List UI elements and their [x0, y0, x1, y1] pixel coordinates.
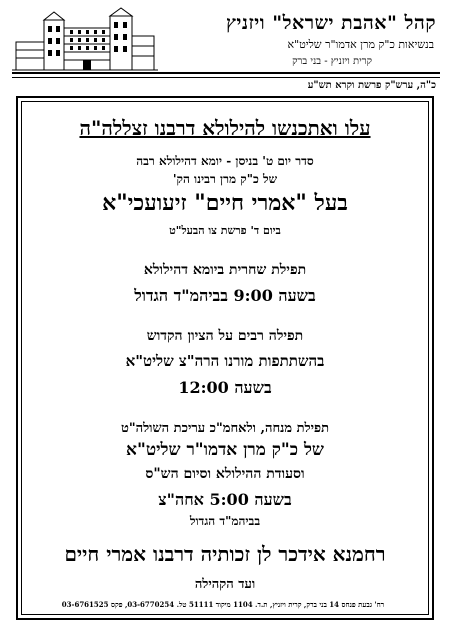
- announcement-inner-border: [21, 101, 429, 615]
- shacharit-time: בשעה 9:00 בביהמ"ד הגדול: [134, 286, 316, 305]
- order-baal-title: בעל "אמרי חיים" זיעועכי"א: [102, 190, 348, 216]
- building-logo-icon: [10, 6, 160, 74]
- tziyun-title: תפילה רבים על הציון הקדוש: [146, 328, 304, 344]
- tziyun-participation: בהשתתפות מורנו הרה"צ שליט"א: [125, 352, 325, 370]
- mincha-title: תפילת מנחה, ולאחמ"כ עריכת השולה"ט: [120, 421, 330, 436]
- mincha-rebbe-line: של כ"ק מרן אדמו"ר שליט"א: [126, 440, 324, 460]
- org-title: קהל "אהבת ישראל" ויזניץ: [225, 12, 436, 34]
- mincha-time: בשעה 5:00 אחה"צ: [158, 490, 292, 509]
- tziyun-time: בשעה 12:00: [178, 378, 272, 397]
- header: [10, 6, 442, 76]
- mincha-place: בביהמ"ד הגדול: [189, 514, 261, 528]
- header-divider: [12, 72, 440, 78]
- org-subtitle: בנשיאות כ"ק מרן אדמו"ר שליט"א: [287, 38, 434, 51]
- announcement-frame: [16, 96, 434, 620]
- date-line: כ"ה, ערש"ק פרשת וקרא תש"ע: [307, 80, 436, 91]
- order-of-day: סדר יום ט' בניסן - יומא דהילולא רבה: [136, 154, 314, 168]
- closing-blessing: רחמנא אידכר לן זכותיה דרבנו אמרי חיים: [64, 542, 386, 566]
- order-rebbe-line: של כ"ק מרן רבינו הק': [172, 172, 278, 186]
- shacharit-title: תפילת שחרית ביומא דהילולא: [143, 262, 307, 278]
- org-address: קרית ויזניץ - בני ברק: [292, 56, 372, 67]
- footer-contact: רח' גבעת פנחס 14 בני ברק, קרית ויזניץ, ת.ד. 1104 מיקוד 51111 טל. 03-6770254, פקס 03-6761525: [61, 600, 385, 609]
- seuda-line: וסעודת ההילולא וסיום הש"ס: [145, 466, 305, 482]
- committee-signature: ועד הקהילה: [194, 577, 256, 592]
- headline: עלו ואתכנשו להילולא דרבנו זצללה"ה: [79, 116, 371, 140]
- order-day-line: ביום ד' פרשת צו הבעל"ט: [169, 224, 281, 237]
